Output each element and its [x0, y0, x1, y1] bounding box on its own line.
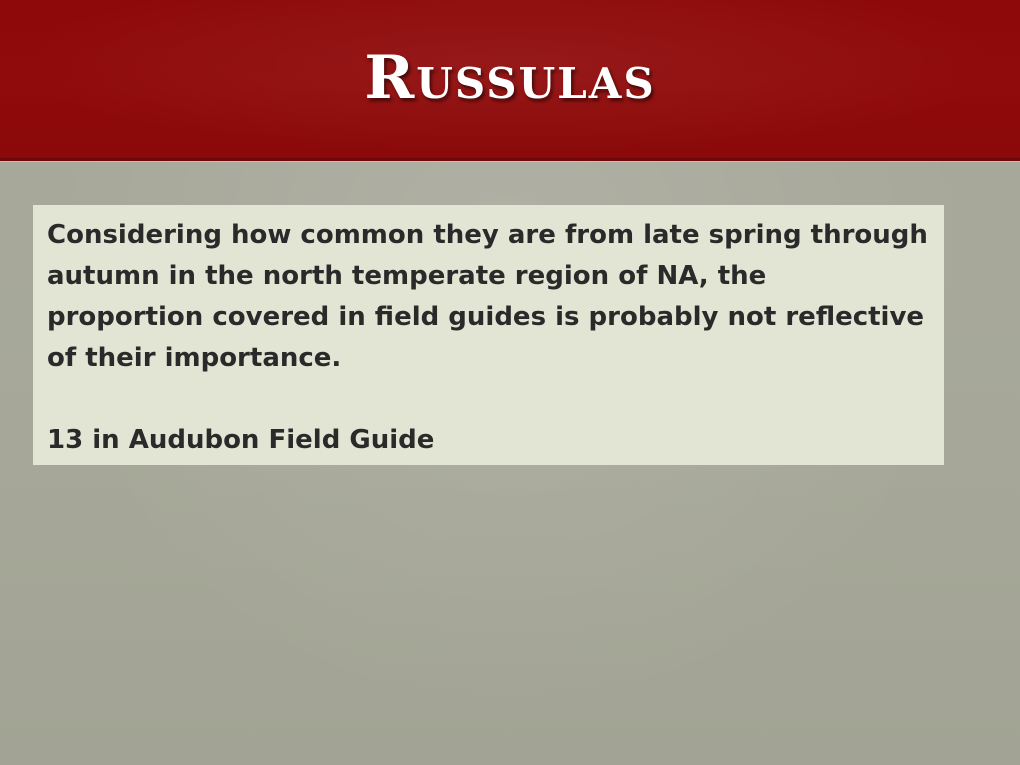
body-paragraph: Considering how common they are from late spring through autumn in the north temperate region of NA, the proportion covered in field guides is probably not reflective of their importance.: [47, 220, 928, 373]
slide-title: Russulas: [364, 43, 656, 113]
title-bar: [0, 0, 1020, 161]
body-note: 13 in Audubon Field Guide: [47, 425, 435, 455]
paragraph-spacer: [47, 379, 930, 420]
content-box: [33, 205, 944, 465]
